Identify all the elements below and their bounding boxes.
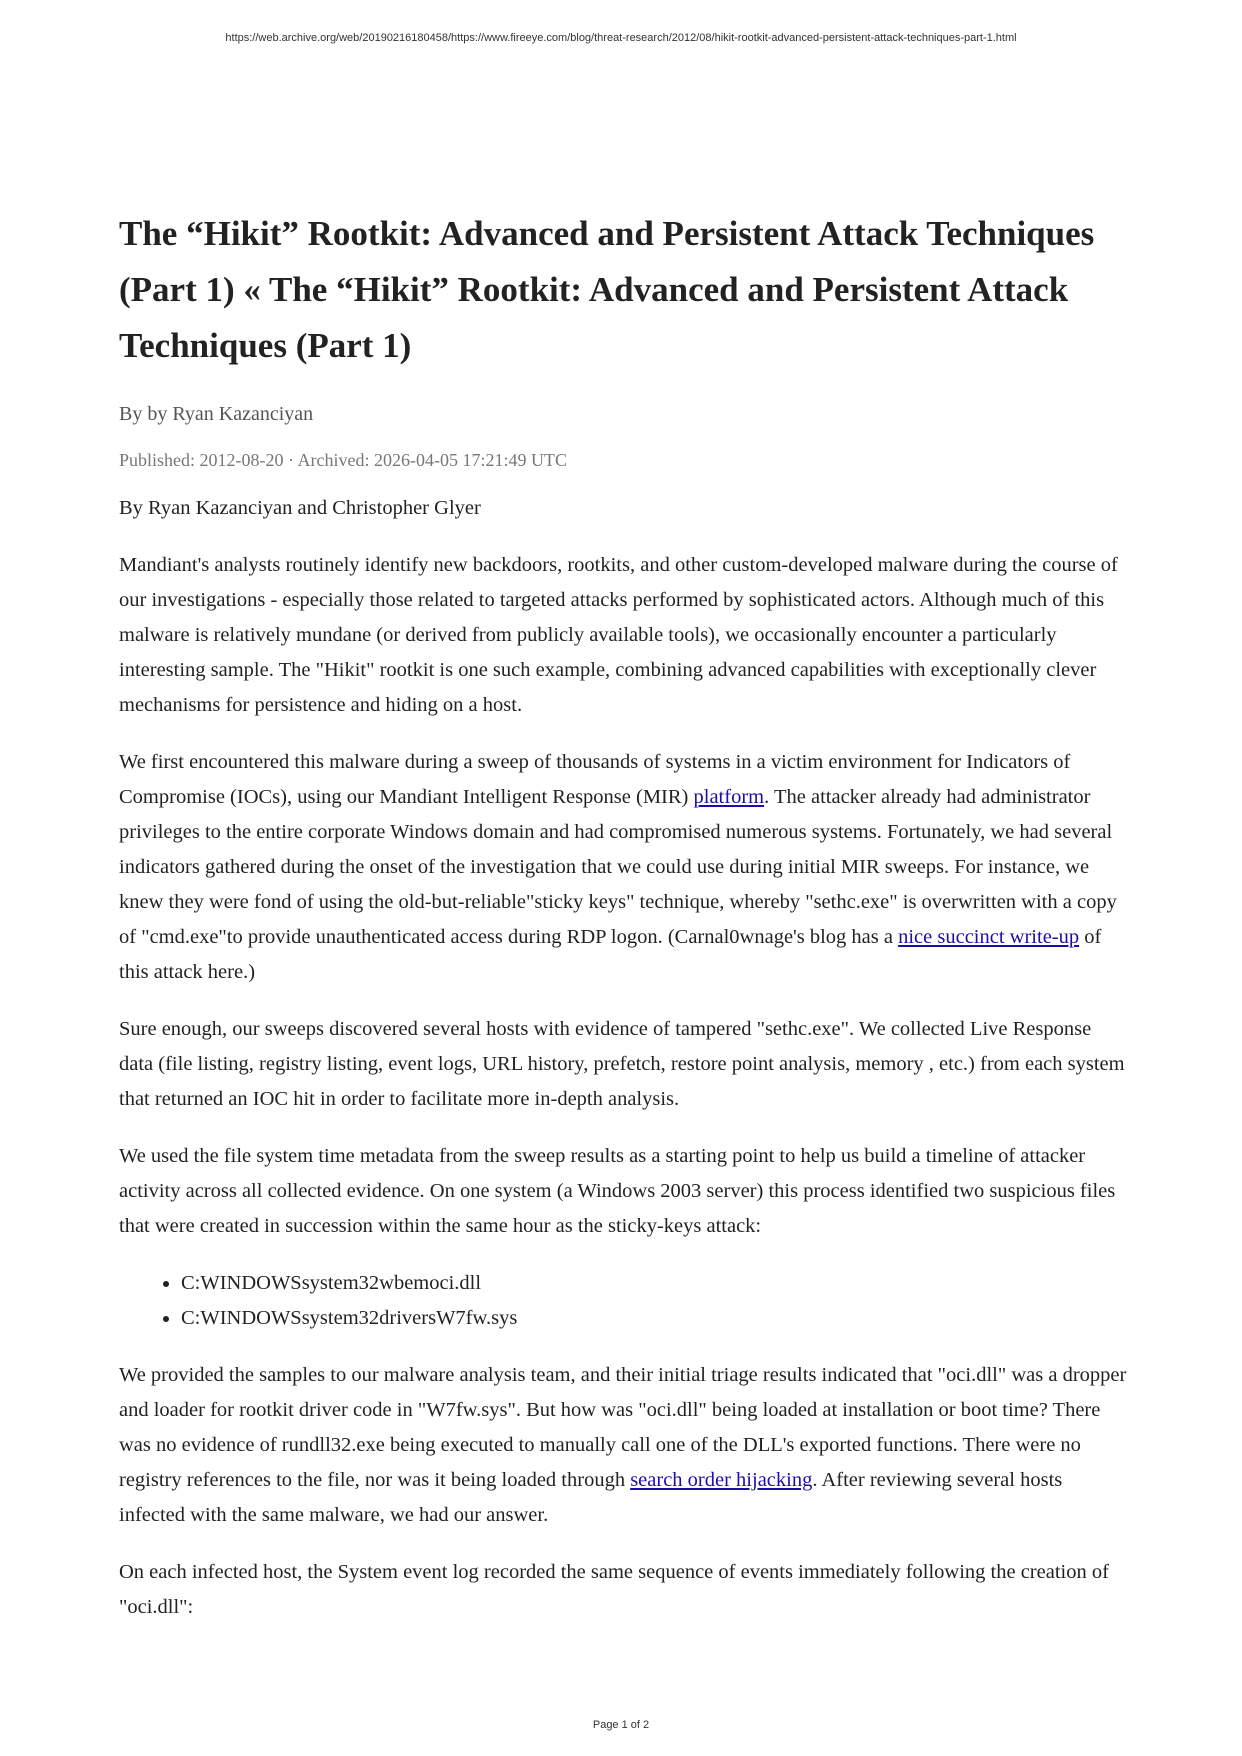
- suspicious-files-list: [119, 1266, 1129, 1336]
- discovery-text-a: We first encountered this malware during a sweep of thousands of systems in a victim environment for Indicators of Compromise (IOCs), using our Mandiant Intelligent Response (MIR): [119, 751, 1071, 808]
- discovery-paragraph: [119, 745, 1129, 990]
- sweep-paragraph: Sure enough, our sweeps discovered several hosts with evidence of tampered "sethc.exe". We collected Live Response data (file listing, registry listing, event logs, URL history, prefetch, restore point analysis, memory , etc.) from each system that returned an IOC hit in order to facilitate more in-depth analysis.: [119, 1018, 1125, 1110]
- list-item: • C:WINDOWSsystem32wbemoci.dll: [181, 1266, 1129, 1301]
- discovery-text-b: . The attacker already had administrator privileges to the entire corporate Windows domain and had compromised numerous systems. Fortunately, we had several indicators gathered during the onset of the investigation that we could use during initial MIR sweeps. For instance, we knew they were fond of using the old-but-reliable"sticky keys" technique, whereby "sethc.exe" is overwritten with a copy of "cmd.exe"to provide unauthenticated access during RDP logon. (Carnal0wnage's blog has a: [119, 786, 1117, 948]
- platform-link[interactable]: platform: [693, 786, 765, 808]
- list-item: • C:WINDOWSsystem32driversW7fw.sys: [181, 1301, 1129, 1336]
- article-body: [119, 491, 1129, 1625]
- event-log-paragraph: On each infected host, the System event log recorded the same sequence of events immediately following the creation of "oci.dll":: [119, 1561, 1109, 1618]
- analysis-text-b: . After reviewing several hosts infected with the same malware, we had our answer.: [119, 1469, 1063, 1526]
- byline: By by Ryan Kazanciyan: [119, 403, 314, 425]
- analysis-paragraph: [119, 1358, 1129, 1533]
- archive-url: https://web.archive.org/web/20190216180458/https://www.fireeye.com/blog/threat-research/2012/08/hikit-rootkit-advanced-persistent-attack-techniques-part-1.html: [225, 32, 1017, 44]
- search-order-hijacking-link[interactable]: search order hijacking: [630, 1469, 813, 1491]
- analysis-text-a: We provided the samples to our malware analysis team, and their initial triage results indicated that "oci.dll" was a dropper and loader for rootkit driver code in "W7fw.sys". But how was "oci.dll" being loaded at installation or boot time? There was no evidence of rundll32.exe being executed to manually call one of the DLL's exported functions. There were no registry references to the file, nor was it being loaded through: [119, 1364, 1127, 1491]
- article: [119, 206, 1129, 1647]
- page-number: Page 1 of 2: [592, 1719, 650, 1731]
- discovery-text-c: of this attack here.): [119, 926, 1102, 983]
- publish-meta: Published: 2012-08-20 · Archived: 2026-04-05 17:21:49 UTC: [119, 450, 567, 470]
- page-title: The “Hikit” Rootkit: Advanced and Persistent Attack Techniques (Part 1) « The “Hikit” Rootkit: Advanced and Persistent Attack Techniques (Part 1): [119, 214, 1095, 365]
- write-up-link[interactable]: nice succinct write-up: [898, 926, 1080, 948]
- authors-paragraph: By Ryan Kazanciyan and Christopher Glyer: [119, 497, 481, 519]
- intro-paragraph: Mandiant's analysts routinely identify new backdoors, rootkits, and other custom-developed malware during the course of our investigations - especially those related to targeted attacks performed by sophisticated actors. Although much of this malware is relatively mundane (or derived from publicly available tools), we occasionally encounter a particularly interesting sample. The "Hikit" rootkit is one such example, combining advanced capabilities with exceptionally clever mechanisms for persistence and hiding on a host.: [119, 554, 1118, 716]
- timeline-paragraph: We used the file system time metadata from the sweep results as a starting point to help us build a timeline of attacker activity across all collected evidence. On one system (a Windows 2003 server) this process identified two suspicious files that were created in succession within the same hour as the sticky-keys attack:: [119, 1145, 1116, 1237]
